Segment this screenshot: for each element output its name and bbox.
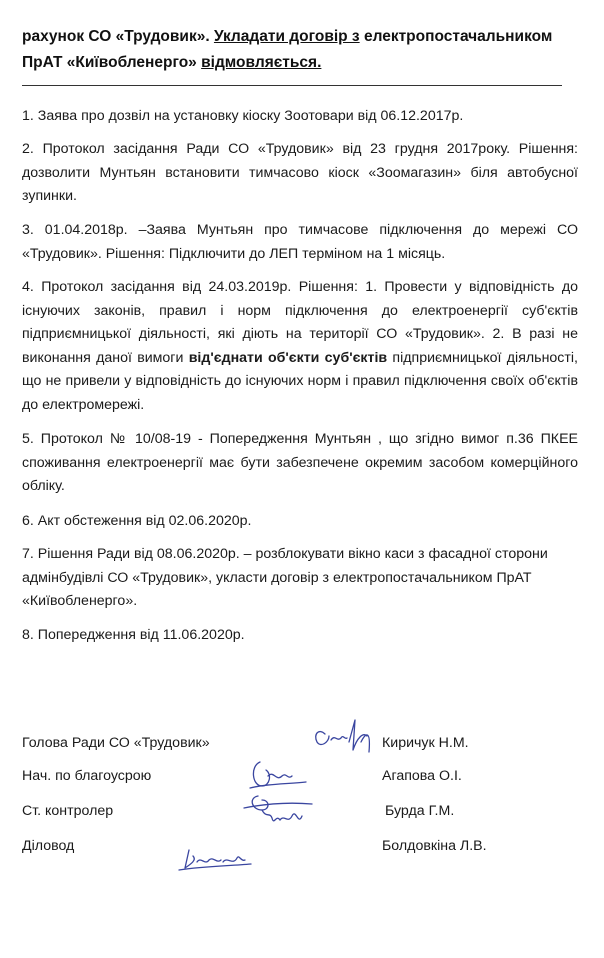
signature-name-1: Киричук Н.М. — [382, 735, 469, 751]
handwritten-signature-1 — [305, 712, 385, 758]
item-3: 3. 01.04.2018р. –Заява Мунтьян про тимчасове підключення до мережі СО «Трудовик». Рішення: Підключити до ЛЕП терміном на 1 місяць. — [22, 222, 578, 262]
header-part-1: рахунок СО «Трудовик». — [22, 28, 214, 45]
item-4-text-b: підприємницької діяльності, що не привели у відповідність до існуючих норм і правил підключення своїх об'єктів до електромережі. — [22, 349, 578, 413]
header-part-3: електропостачальником — [359, 28, 553, 45]
item-8: 8. Попередження від 11.06.2020р. — [22, 627, 245, 643]
header-text — [22, 24, 582, 76]
header-part-2: Укладати договір з — [213, 28, 360, 45]
item-4-text-a: 4. Протокол засідання від 24.03.2019р. Рішення: 1. Провести у відповідність до існуючих законів, правил і норм підключення до електроенергії суб'єктів підприємницької діяльності, які діють на території СО «Трудовик». 2. В разі не виконання даної вимоги — [22, 279, 578, 366]
signature-name-4: Болдовкіна Л.В. — [382, 838, 487, 854]
signature-position-4: Діловод — [22, 838, 75, 854]
handwritten-signature-3 — [240, 788, 320, 838]
item-4 — [22, 276, 578, 417]
signature-position-3: Ст. контролер — [22, 803, 114, 819]
item-6: 6. Акт обстеження від 02.06.2020р. — [22, 513, 252, 529]
header-part-4: ПрАТ «Київобленерго» — [22, 54, 202, 71]
signature-name-3: Бурда Г.М. — [385, 803, 455, 819]
divider-line — [22, 85, 562, 86]
item-2: 2. Протокол засідання Ради СО «Трудовик» від 23 грудня 2017року. Рішення: дозволити Мунтьян встановити тимчасово кіоск «Зоомагазин» біля автобусної зупинки. — [22, 141, 578, 204]
signature-name-2: Агапова О.І. — [382, 768, 462, 784]
signature-position-2: Нач. по благоусрою — [22, 768, 152, 784]
item-4-emphasis: від'єднати об'єкти суб'єктів — [188, 349, 388, 366]
handwritten-signature-4 — [175, 842, 255, 876]
header-part-5: відмовляється. — [201, 54, 322, 71]
signature-position-1: Голова Ради СО «Трудовик» — [22, 735, 210, 751]
item-5: 5. Протокол № 10/08-19 - Попередження Мунтьян , що згідно вимог п.36 ПКЕЕ споживання електроенергії має бути забезпечене окремим засобом комерційного обліку. — [22, 431, 578, 494]
item-1: 1. Заява про дозвіл на установку кіоску Зоотовари від 06.12.2017р. — [22, 108, 464, 124]
item-7: 7. Рішення Ради від 08.06.2020р. – розблокувати вікно каси з фасадної сторони адмінбудівлі СО «Трудовик», укласти договір з електропостачальником ПрАТ «Київобленерго». — [22, 546, 548, 609]
